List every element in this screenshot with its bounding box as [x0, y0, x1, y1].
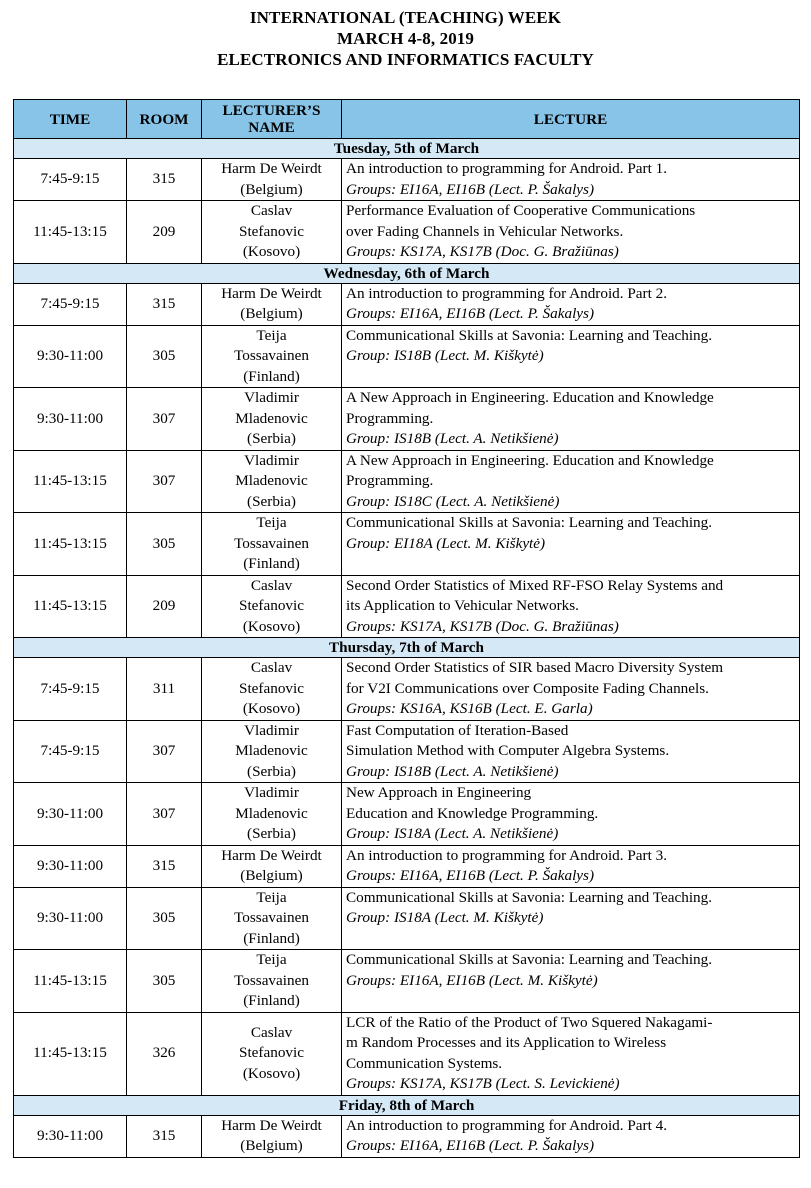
- lecture-group: Groups: KS16A, KS16B (Lect. E. Garla): [346, 700, 593, 717]
- day-title: Friday, 8th of March: [14, 1095, 800, 1115]
- lecture-title-line: for V2I Communications over Composite Fading Channels.: [346, 679, 709, 697]
- cell-room: 311: [127, 658, 202, 721]
- lecture-group: Groups: EI16A, EI16B (Lect. M. Kiškytė): [346, 971, 598, 989]
- table-row: [14, 845, 800, 887]
- header-title: INTERNATIONAL (TEACHING) WEEK: [249, 8, 562, 27]
- cell-lecturer: [202, 575, 342, 638]
- lecturer-line: Caslav: [250, 576, 293, 594]
- lecture-group: Groups: EI16A, EI16B (Lect. P. Šakalys): [346, 305, 595, 322]
- table-row: [14, 575, 800, 638]
- lecture-title-line: Second Order Statistics of SIR based Macro Diversity System: [346, 659, 724, 676]
- lecture-group: Groups: KS17A, KS17B (Doc. G. Bražiūnas): [346, 243, 619, 260]
- cell-time: 9:30-11:00: [14, 325, 127, 388]
- cell-room: 315: [127, 1115, 202, 1157]
- document-header: [0, 0, 811, 70]
- cell-lecture: [342, 658, 800, 721]
- cell-room: 326: [127, 1012, 202, 1095]
- lecture-group: Group: IS18C (Lect. A. Netikšienė): [346, 492, 560, 510]
- lecture-title-line: An introduction to programming for Android. Part 1.: [346, 160, 668, 177]
- cell-time: 9:30-11:00: [14, 845, 127, 887]
- lecture-group: Group: IS18B (Lect. A. Netikšienė): [346, 762, 559, 780]
- cell-lecture: [342, 720, 800, 783]
- lecturer-line: Teija: [256, 888, 287, 906]
- lecturer-line: Stefanovic: [239, 597, 304, 614]
- cell-time: 11:45-13:15: [14, 1012, 127, 1095]
- cell-lecturer: [202, 1012, 342, 1095]
- lecturer-line: Mladenovic: [235, 409, 308, 427]
- schedule-body: [14, 139, 800, 1158]
- cell-time: 9:30-11:00: [14, 388, 127, 451]
- cell-lecture: [342, 950, 800, 1013]
- lecture-group: Group: IS18A (Lect. A. Netikšienė): [346, 825, 559, 842]
- lecturer-line: (Finland): [243, 992, 300, 1009]
- cell-room: 305: [127, 513, 202, 576]
- lecture-title-line: A New Approach in Engineering. Education and Knowledge: [346, 389, 714, 406]
- cell-time: 9:30-11:00: [14, 887, 127, 950]
- lecturer-line: Mladenovic: [235, 742, 308, 759]
- lecturer-line: (Serbia): [247, 825, 296, 842]
- lecturer-line: Caslav: [250, 1023, 293, 1041]
- table-row: [14, 887, 800, 950]
- day-title: Wednesday, 6th of March: [14, 263, 800, 283]
- cell-room: 315: [127, 283, 202, 325]
- column-header-lecture: LECTURE: [342, 100, 800, 139]
- table-row: [14, 783, 800, 846]
- lecturer-line: Harm De Weirdt: [221, 1116, 322, 1134]
- lecturer-line: Tossavainen: [234, 534, 309, 552]
- lecturer-line: (Serbia): [247, 492, 296, 510]
- lecturer-line: Stefanovic: [239, 1044, 304, 1062]
- lecture-group: Groups: KS17A, KS17B (Lect. S. Levickienė): [346, 1075, 620, 1092]
- lecture-group: Group: IS18B (Lect. M. Kiškytė): [346, 347, 544, 364]
- cell-lecturer: [202, 783, 342, 846]
- lecturer-line: (Kosovo): [242, 243, 301, 260]
- day-header-row: [14, 1095, 800, 1115]
- cell-room: 209: [127, 575, 202, 638]
- cell-room: 307: [127, 720, 202, 783]
- lecturer-line: Tossavainen: [234, 909, 309, 926]
- table-row: [14, 950, 800, 1013]
- lecturer-line: Tossavainen: [234, 347, 309, 364]
- lecture-title-line: its Application to Vehicular Networks.: [346, 597, 579, 614]
- lecture-title-line: Communicational Skills at Savonia: Learning and Teaching.: [346, 514, 713, 531]
- lecture-title-line: Performance Evaluation of Cooperative Communications: [346, 202, 696, 219]
- lecturer-line: (Belgium): [240, 867, 303, 884]
- cell-lecture: [342, 845, 800, 887]
- cell-lecture: [342, 783, 800, 846]
- cell-time: 7:45-9:15: [14, 159, 127, 201]
- cell-lecturer: [202, 159, 342, 201]
- cell-time: 9:30-11:00: [14, 1115, 127, 1157]
- cell-lecture: [342, 575, 800, 638]
- table-header-row: [14, 100, 800, 139]
- cell-lecture: [342, 283, 800, 325]
- lecturer-line: Caslav: [250, 202, 293, 219]
- table-row: [14, 720, 800, 783]
- cell-lecture: [342, 887, 800, 950]
- lecture-title-line: New Approach in Engineering: [346, 784, 532, 801]
- lecturer-line: (Belgium): [240, 180, 303, 198]
- lecturer-line: (Serbia): [247, 430, 296, 447]
- cell-room: 307: [127, 783, 202, 846]
- cell-room: 305: [127, 325, 202, 388]
- cell-lecturer: [202, 283, 342, 325]
- lecturer-line: Mladenovic: [235, 472, 308, 489]
- lecture-group: Groups: EI16A, EI16B (Lect. P. Šakalys): [346, 1137, 595, 1154]
- lecturer-line: (Serbia): [247, 762, 296, 780]
- column-header-lecturer: [202, 100, 342, 139]
- lecturer-line: Caslav: [250, 659, 293, 676]
- lecture-group: Group: EI18A (Lect. M. Kiškytė): [346, 534, 546, 552]
- table-row: [14, 325, 800, 388]
- lecture-title-line: Communication Systems.: [346, 1054, 503, 1072]
- lecture-group: Groups: EI16A, EI16B (Lect. P. Šakalys): [346, 180, 595, 198]
- lecturer-line: Vladimir: [244, 721, 299, 739]
- lecturer-line: Stefanovic: [239, 222, 304, 240]
- cell-lecturer: [202, 887, 342, 950]
- lecture-title-line: A New Approach in Engineering. Education and Knowledge: [346, 451, 714, 469]
- cell-time: 11:45-13:15: [14, 513, 127, 576]
- day-title: Thursday, 7th of March: [14, 638, 800, 658]
- cell-lecturer: [202, 1115, 342, 1157]
- cell-room: 307: [127, 450, 202, 513]
- table-row: [14, 1012, 800, 1095]
- cell-time: 7:45-9:15: [14, 720, 127, 783]
- cell-time: 11:45-13:15: [14, 950, 127, 1013]
- lecturer-line: Stefanovic: [239, 679, 304, 697]
- lecture-title-line: Communicational Skills at Savonia: Learning and Teaching.: [346, 951, 713, 968]
- lecture-title-line: Fast Computation of Iteration-Based: [346, 721, 569, 739]
- table-row: [14, 658, 800, 721]
- column-header-room: ROOM: [127, 100, 202, 139]
- cell-lecturer: [202, 950, 342, 1013]
- column-header-time: TIME: [14, 100, 127, 139]
- cell-room: 315: [127, 159, 202, 201]
- lecturer-line: (Finland): [243, 367, 300, 385]
- cell-room: 305: [127, 887, 202, 950]
- lecturer-line: Teija: [256, 951, 287, 968]
- cell-room: 209: [127, 201, 202, 264]
- lecture-title-line: Second Order Statistics of Mixed RF-FSO Relay Systems and: [346, 576, 724, 594]
- table-row: [14, 201, 800, 264]
- table-row: [14, 450, 800, 513]
- schedule-table: [13, 99, 800, 1158]
- lecturer-line: (Belgium): [240, 1137, 303, 1154]
- cell-lecturer: [202, 513, 342, 576]
- lecture-title-line: m Random Processes and its Application to Wireless: [346, 1034, 667, 1051]
- header-faculty: ELECTRONICS AND INFORMATICS FACULTY: [217, 50, 594, 69]
- header-dates: MARCH 4-8, 2019: [336, 29, 474, 48]
- table-row: [14, 1115, 800, 1157]
- lecturer-line: Vladimir: [244, 389, 299, 406]
- cell-room: 315: [127, 845, 202, 887]
- cell-time: 11:45-13:15: [14, 575, 127, 638]
- lecture-title-line: Programming.: [346, 409, 434, 427]
- cell-time: 11:45-13:15: [14, 201, 127, 264]
- lecturer-line: (Kosovo): [242, 617, 301, 635]
- cell-lecture: [342, 1115, 800, 1157]
- cell-lecturer: [202, 325, 342, 388]
- day-header-row: [14, 638, 800, 658]
- lecturer-line: Tossavainen: [234, 971, 309, 989]
- lecturer-line: (Belgium): [240, 305, 303, 322]
- lecture-group: Group: IS18A (Lect. M. Kiškytė): [346, 909, 544, 926]
- cell-room: 307: [127, 388, 202, 451]
- table-row: [14, 513, 800, 576]
- cell-lecture: [342, 450, 800, 513]
- day-header-row: [14, 263, 800, 283]
- lecture-title-line: over Fading Channels in Vehicular Networks.: [346, 222, 624, 240]
- lecture-group: Groups: EI16A, EI16B (Lect. P. Šakalys): [346, 867, 595, 884]
- cell-lecture: [342, 325, 800, 388]
- cell-lecture: [342, 201, 800, 264]
- cell-lecturer: [202, 201, 342, 264]
- cell-lecturer: [202, 720, 342, 783]
- lecture-title-line: An introduction to programming for Android. Part 2.: [346, 284, 668, 302]
- lecture-title-line: Communicational Skills at Savonia: Learning and Teaching.: [346, 888, 713, 906]
- cell-lecture: [342, 513, 800, 576]
- lecturer-line: Harm De Weirdt: [221, 284, 322, 302]
- lecturer-line: Teija: [256, 514, 287, 531]
- lecture-title-line: An introduction to programming for Android. Part 3.: [346, 846, 668, 864]
- lecture-title-line: Education and Knowledge Programming.: [346, 804, 599, 822]
- cell-lecture: [342, 159, 800, 201]
- column-header-lecturer-line2: NAME: [248, 119, 295, 136]
- cell-room: 305: [127, 950, 202, 1013]
- lecturer-line: (Finland): [243, 929, 300, 947]
- lecturer-line: Harm De Weirdt: [221, 160, 322, 177]
- cell-lecture: [342, 388, 800, 451]
- lecturer-line: (Finland): [243, 555, 300, 572]
- cell-time: 11:45-13:15: [14, 450, 127, 513]
- lecture-group: Groups: KS17A, KS17B (Doc. G. Bražiūnas): [346, 617, 619, 635]
- table-row: [14, 388, 800, 451]
- lecture-title-line: LCR of the Ratio of the Product of Two Squered Nakagami-: [346, 1013, 713, 1031]
- lecturer-line: Mladenovic: [235, 804, 308, 822]
- cell-time: 9:30-11:00: [14, 783, 127, 846]
- table-row: [14, 159, 800, 201]
- lecturer-line: (Kosovo): [242, 1064, 301, 1082]
- cell-time: 7:45-9:15: [14, 658, 127, 721]
- day-header-row: [14, 139, 800, 159]
- table-row: [14, 283, 800, 325]
- lecturer-line: Vladimir: [244, 784, 299, 801]
- lecturer-line: Harm De Weirdt: [221, 846, 322, 864]
- cell-lecture: [342, 1012, 800, 1095]
- cell-lecturer: [202, 658, 342, 721]
- cell-lecturer: [202, 845, 342, 887]
- lecture-title-line: Simulation Method with Computer Algebra Systems.: [346, 742, 670, 759]
- cell-lecturer: [202, 450, 342, 513]
- day-title: Tuesday, 5th of March: [14, 139, 800, 159]
- lecture-title-line: Communicational Skills at Savonia: Learning and Teaching.: [346, 326, 713, 344]
- lecture-title-line: Programming.: [346, 472, 434, 489]
- lecture-group: Group: IS18B (Lect. A. Netikšienė): [346, 430, 559, 447]
- cell-time: 7:45-9:15: [14, 283, 127, 325]
- cell-lecturer: [202, 388, 342, 451]
- lecturer-line: Teija: [256, 326, 287, 344]
- lecturer-line: Vladimir: [244, 451, 299, 469]
- lecturer-line: (Kosovo): [242, 700, 301, 717]
- column-header-lecturer-line1: LECTURER’S: [222, 102, 321, 119]
- lecture-title-line: An introduction to programming for Android. Part 4.: [346, 1116, 668, 1134]
